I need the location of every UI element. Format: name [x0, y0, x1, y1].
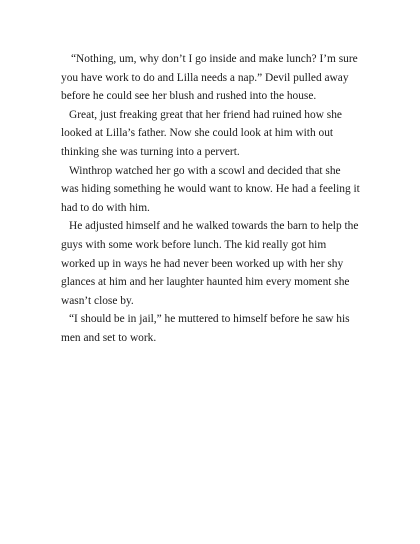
paragraph: Winthrop watched her go with a scowl and decided that she was hiding something he would want to know. He had a feeling it had to do with him.: [61, 164, 360, 214]
body-text: [61, 50, 361, 348]
paragraph: Great, just freaking great that her friend had ruined how she looked at Lilla’s father. Now she could look at him with out thinking she was turning into a pervert.: [61, 108, 342, 158]
paragraph: “Nothing, um, why don’t I go inside and make lunch? I’m sure you have work to do and Lilla needs a nap.” Devil pulled away before he could see her blush and rushed into the house.: [61, 53, 358, 103]
paragraph: “I should be in jail,” he muttered to himself before he saw his men and set to work.: [61, 313, 350, 344]
paragraph: He adjusted himself and he walked towards the barn to help the guys with some work before lunch. The kid really got him worked up in ways he had never been worked up with her shy glances at him and her laughter haunted him every moment she wasn’t close by.: [61, 220, 359, 307]
